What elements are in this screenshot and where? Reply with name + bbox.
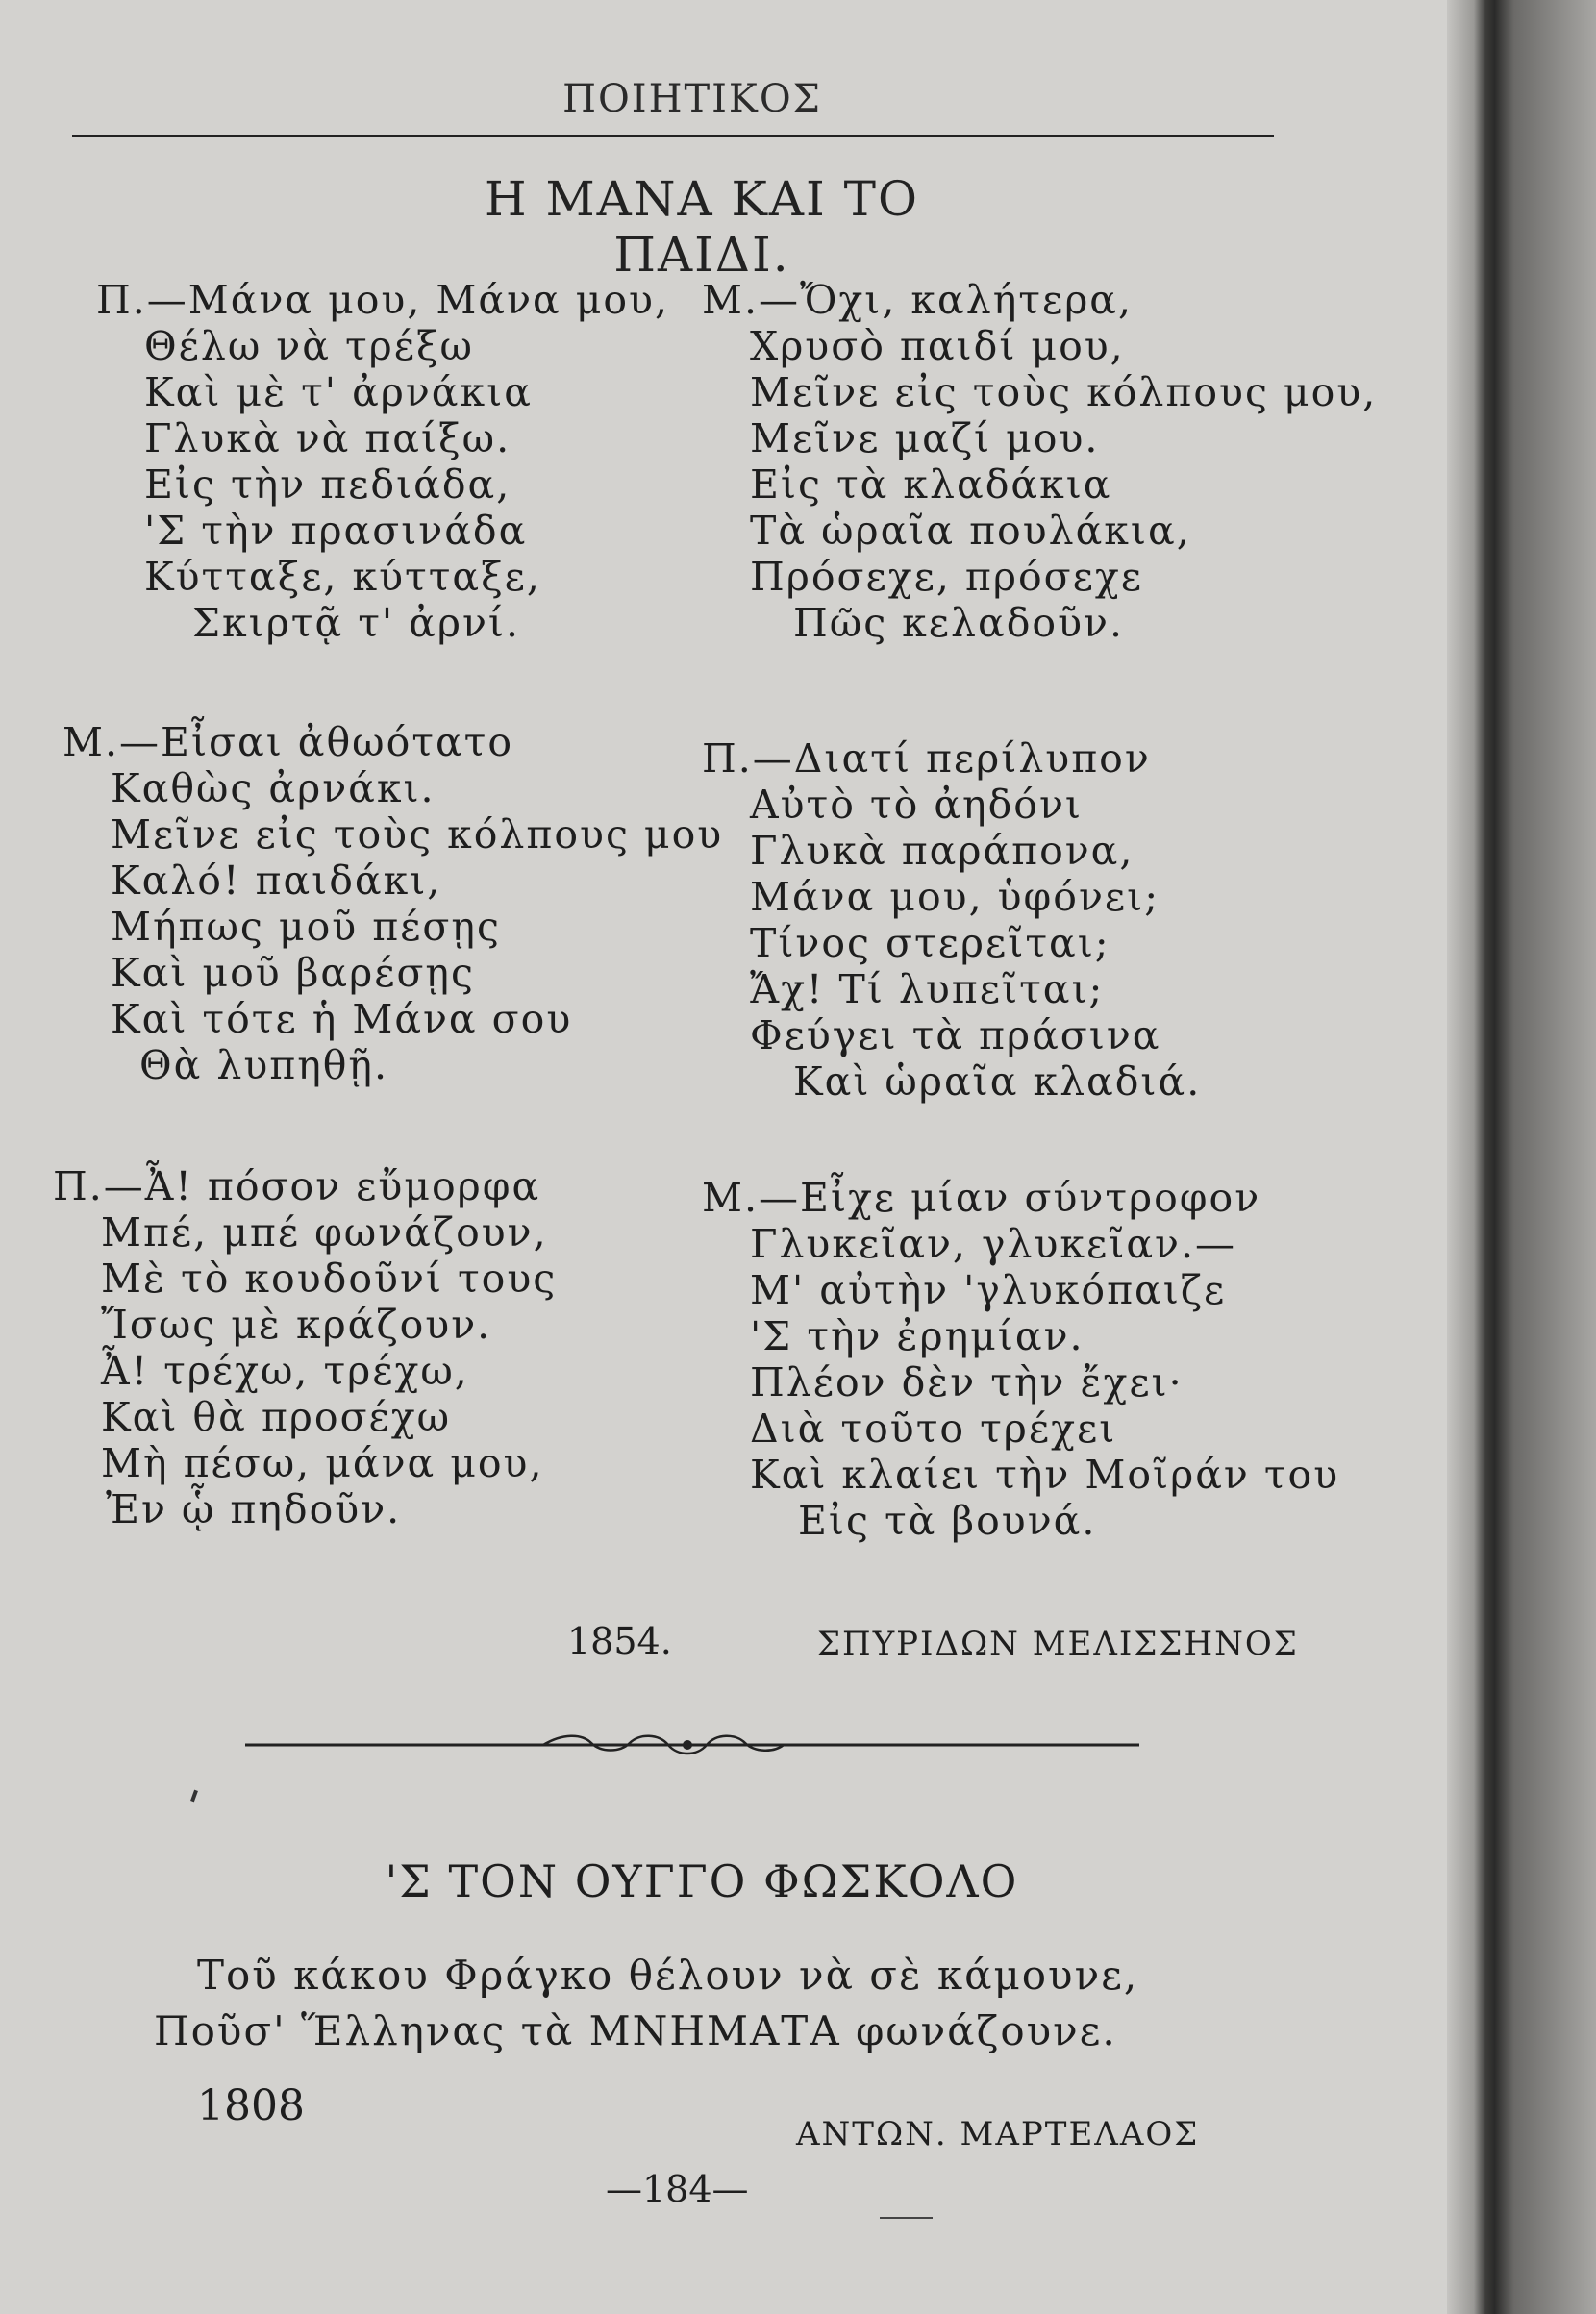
verse-line: Φεύγει τὰ πράσινα — [750, 1012, 1161, 1058]
verse-line: Καὶ τότε ἡ Μάνα σου — [111, 996, 573, 1042]
verse-line: Γλυκεῖαν, γλυκεῖαν.— — [750, 1221, 1236, 1267]
footer-dash — [880, 2217, 933, 2219]
page-gutter-shadow — [1447, 0, 1596, 2314]
header-rule — [72, 135, 1274, 137]
verse-line: Διὰ τοῦτο τρέχει — [750, 1406, 1117, 1452]
verse-line: Πῶς κελαδοῦν. — [793, 600, 1124, 646]
verse-line: Καὶ μὲ τ' ἀρνάκια — [144, 369, 533, 415]
verse-line: 'Σ τὴν ἐρημίαν. — [750, 1313, 1085, 1359]
verse-line: Π.—Ἆ! πόσον εὔμορφα — [53, 1163, 541, 1209]
verse-line: Καὶ θὰ προσέχω — [101, 1394, 452, 1440]
verse-line: Ἄχ! Τί λυπεῖται; — [750, 966, 1105, 1012]
verse-line: Τὰ ὡραῖα πουλάκια, — [750, 508, 1191, 554]
verse-line: Μὴ πέσω, μάνα μου, — [101, 1440, 544, 1486]
verse-line: Μεῖνε εἰς τοὺς κόλπους μου, — [750, 369, 1378, 415]
poem2-year: 1808 — [197, 2081, 305, 2130]
left-stanza-2 — [62, 719, 723, 1088]
verse-line: Ἴσως μὲ κράζουν. — [101, 1302, 492, 1348]
left-stanza-3 — [53, 1163, 557, 1532]
stray-mark — [190, 1790, 198, 1803]
ornamental-divider — [245, 1726, 1139, 1764]
verse-line: 'Σ τὴν πρασινάδα — [144, 508, 528, 554]
verse-line: Γλυκὰ νὰ παίξω. — [144, 415, 511, 461]
verse-line: Μεῖνε εἰς τοὺς κόλπους μου — [111, 811, 724, 858]
poem2-author: ΑΝΤΩΝ. ΜΑΡΤΕΛΑΟΣ — [796, 2115, 1200, 2153]
verse-line: Π.—Διατί περίλυπον — [702, 735, 1151, 782]
verse-line: Μήπως μοῦ πέσῃς — [111, 904, 501, 950]
right-stanza-1 — [702, 277, 1377, 646]
verse-line: Τοῦ κάκου Φράγκο θέλουν νὰ σὲ κάμουνε, — [197, 1952, 1139, 1999]
poem2-title: 'Σ ΤΟΝ ΟΥΓΓΟ ΦΩΣΚΟΛΟ — [385, 1855, 1019, 1907]
verse-line: Θέλω νὰ τρέξω — [144, 323, 474, 369]
verse-line: Π.—Μάνα μου, Μάνα μου, — [96, 277, 670, 323]
verse-line: Ποῦσ' Ἕλληνας τὰ ΜΝΗΜΑΤΑ φωνάζουνε. — [154, 2007, 1117, 2054]
poem-year: 1854. — [567, 1620, 672, 1662]
verse-line: Πρόσεχε, πρόσεχε — [750, 554, 1143, 600]
poem-title: Η ΜΑΝΑ ΚΑΙ ΤΟ ΠΑΙΔΙ. — [484, 171, 919, 283]
right-stanza-3 — [702, 1175, 1339, 1544]
verse-line: Εἰς τὰ βουνά. — [798, 1498, 1097, 1544]
verse-line: Σκιρτᾷ τ' ἀρνί. — [192, 600, 521, 646]
right-stanza-2 — [702, 735, 1201, 1105]
verse-line: Μπέ, μπέ φωνάζουν, — [101, 1209, 548, 1256]
verse-line: Κύτταξε, κύτταξε, — [144, 554, 541, 600]
page-number: —184— — [606, 2168, 749, 2210]
running-head: ΠΟΙΗΤΙΚΟΣ — [562, 77, 822, 121]
poem-author: ΣΠΥΡΙΔΩΝ ΜΕΛΙΣΣΗΝΟΣ — [817, 1625, 1299, 1663]
verse-line: Καὶ ὡραῖα κλαδιά. — [793, 1058, 1202, 1105]
left-stanza-1 — [96, 277, 669, 646]
verse-line: Καλό! παιδάκι, — [111, 858, 442, 904]
verse-line: Γλυκὰ παράπονα, — [750, 828, 1135, 874]
verse-line: Καθὼς ἀρνάκι. — [111, 765, 436, 811]
verse-line: Μ' αὐτὴν 'γλυκόπαιζε — [750, 1267, 1227, 1313]
verse-line: Μ.—Εἶσαι ἀθωότατο — [62, 719, 514, 765]
verse-line: Εἰς τὰ κλαδάκια — [750, 461, 1112, 508]
verse-line: Καὶ κλαίει τὴν Μοῖράν του — [750, 1452, 1340, 1498]
verse-line: Μ.—Εἶχε μίαν σύντροφον — [702, 1175, 1261, 1221]
verse-line: Εἰς τὴν πεδιάδα, — [144, 461, 511, 508]
verse-line: Θὰ λυπηθῇ. — [139, 1042, 389, 1088]
verse-line: Μ.—Ὄχι, καλήτερα, — [702, 277, 1134, 323]
verse-line: Καὶ μοῦ βαρέσῃς — [111, 950, 475, 996]
verse-line: Μεῖνε μαζί μου. — [750, 415, 1100, 461]
verse-line: Πλέον δὲν τὴν ἔχει· — [750, 1359, 1184, 1406]
verse-line: Μὲ τὸ κουδοῦνί τους — [101, 1256, 558, 1302]
verse-line: Μάνα μου, ὑφόνει; — [750, 874, 1160, 920]
verse-line: Ἆ! τρέχω, τρέχω, — [101, 1348, 469, 1394]
verse-line: Χρυσὸ παιδί μου, — [750, 323, 1125, 369]
verse-line: Αὐτὸ τὸ ἀηδόνι — [750, 782, 1083, 828]
verse-line: Τίνος στερεῖται; — [750, 920, 1110, 966]
verse-line: Ἐν ᾧ πηδοῦν. — [106, 1486, 402, 1532]
